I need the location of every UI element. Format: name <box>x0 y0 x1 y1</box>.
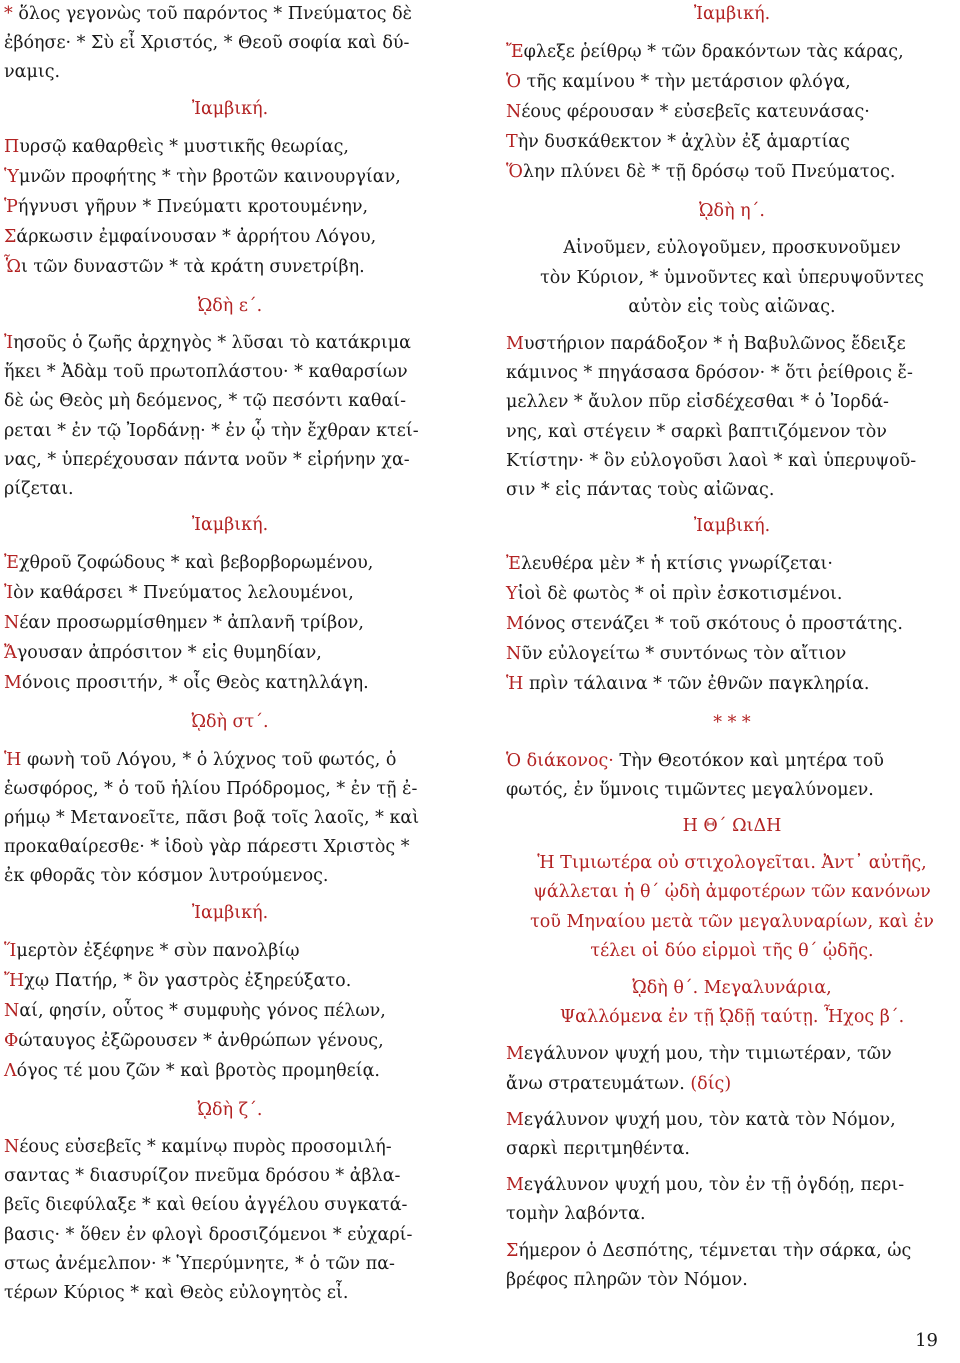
left-column <box>4 0 456 1315</box>
verse-line: Ὧι τῶν δυναστῶν * τὰ κράτη συνετρίβη. <box>4 256 365 277</box>
verse-line: Νέους φέρουσαν * εὐσεβεῖς κατευνάσας· <box>506 102 870 123</box>
rubric-ode-5: ᾨδὴ ε΄. <box>197 295 263 316</box>
refrain-text: Αἰνοῦμεν, εὐλογοῦμεν, προσκυνοῦμεν τὸν Κύριον, * ὑμνοῦντες καὶ ὑπερυψοῦντες αὐτὸν εἰς τοὺς αἰῶνας. <box>540 238 924 317</box>
megalynarion: Μεγάλυνον ψυχή μου, τὴν τιμιωτέραν, τῶν ἄνω στρατευμάτων. (δίς) <box>506 1044 892 1094</box>
right-column <box>506 0 958 1302</box>
continuation-paragraph: * ὅλος γεγονὼς τοῦ παρόντος * Πνεύματος δὲ ἐβόησε· * Σὺ εἶ Χριστός, * Θεοῦ σοφία καὶ δύ- ναμις. <box>4 4 413 83</box>
iambic-verses <box>4 132 456 282</box>
rubric-iambic: Ἰαμβική. <box>191 902 269 923</box>
verse-line: Ἡ πρὶν τάλαινα * τῶν ἐθνῶν παγκληρία. <box>506 674 870 695</box>
verse-line: Μόνοις προσιτήν, * οἷς Θεὸς κατηλλάγη. <box>4 673 369 694</box>
rubric-megalynaria: ᾨδὴ θ΄. Μεγαλυνάρια, Ψαλλόμενα ἐν τῇ ᾨδῇ ταύτῃ. Ἦχος β΄. <box>559 978 905 1028</box>
verse-line: Νῦν εὐλογείτω * συντόνως τὸν αἴτιον <box>506 644 847 665</box>
iambic-verses <box>4 548 456 698</box>
troparion-paragraph: Νέους εὐσεβεῖς * καμίνῳ πυρὸς προσομιλή- σαντας * διασυρίζον πνεῦμα δρόσου * ἀβλα- βεῖς διεφύλαξε * καὶ θείου ἀγγέλου συγκατά- βασις· * ὅθεν ἐν φλογὶ δροσιζόμενοι * εὐχαρί- στως ἀνέμελπον· * Ὑπερύμνητε, * ὁ τῶν πα- τέρων Κύριος * καὶ Θεὸς εὐλογητὸς εἶ. <box>4 1137 413 1304</box>
verse-line: Νέαν προσωρμίσθημεν * ἀπλανῆ τρίβον, <box>4 613 364 634</box>
star-marker: * <box>4 4 13 24</box>
section-divider: * * * <box>713 713 751 734</box>
iambic-verses <box>4 936 456 1086</box>
rubric-iambic: Ἰαμβική. <box>191 515 269 536</box>
iambic-verses <box>506 37 958 187</box>
verse-line: Φώταυγος ἐξῶρουσεν * ἀνθρώπων γένους, <box>4 1030 384 1051</box>
page-number: 19 <box>915 1330 938 1351</box>
troparion-paragraph: Ἰησοῦς ὁ ζωῆς ἀρχηγὸς * λῦσαι τὸ κατάκριμα ἥκει * Ἀδὰμ τοῦ πρωτοπλάστου· * καθαρσίων δὲ ὡς Θεὸς μὴ δεόμενος, * τῷ πεσόντι καθαί- ρεται * ἐν τῷ Ἰορδάνῃ· * ἐν ᾧ τὴν ἔχθραν κτεί- νας, * ὑπερέχουσαν πάντα νοῦν * εἰρήνην χα- ρίζεται. <box>4 333 419 500</box>
megalynarion: Μεγάλυνον ψυχή μου, τὸν ἐν τῇ ὀγδόῃ, περι- τομὴν λαβόντα. <box>506 1175 905 1225</box>
verse-line: Ἄγουσαν ἀπρόσιτον * εἰς θυμηδίαν, <box>4 643 322 664</box>
verse-line: Ἔφλεξε ῥείθρῳ * τῶν δρακόντων τὰς κάρας, <box>506 42 904 63</box>
verse-line: Ἤχῳ Πατήρ, * ὃν γαστρὸς ἐξηρεύξατο. <box>4 970 352 991</box>
rubric-ode-8: ᾨδὴ η΄. <box>699 201 765 222</box>
deacon-paragraph: Ὁ διάκονος· Τὴν Θεοτόκον καὶ μητέρα τοῦ φωτός, ἐν ὕμνοις τιμῶντες μεγαλύνομεν. <box>506 750 884 800</box>
troparion-paragraph: Μυστήριον παράδοξον * ἡ Βαβυλῶνος ἔδειξε κάμινος * πηγάσασα δρόσον· * ὅτι ῥείθροις ἔ- μελλεν * ἄυλον πῦρ εἰσδέχεσθαι * ὁ Ἰορδά- νης, καὶ στέγειν * σαρκὶ βαπτιζόμενον τὸν Κτίστην· * ὃν εὐλογοῦσι λαοὶ * καὶ ὑπερυψοῦ- σιν * εἰς πάντας τοὺς αἰῶνας. <box>506 334 917 501</box>
verse-line: Λόγος τέ μου ζῶν * καὶ βροτὸς προμηθείᾳ. <box>4 1060 380 1081</box>
megalynarion: Μεγάλυνον ψυχή μου, τὸν κατὰ τὸν Νόμον, σαρκὶ περιτμηθέντα. <box>506 1109 896 1160</box>
rubric-instructions: Ἡ Τιμιωτέρα οὐ στιχολογεῖται. Ἀντ᾽ αὐτῆς, ψάλλεται ἡ θ΄ ᾠδὴ ἀμφοτέρων τῶν κανόνων τοῦ Μηναίου μετὰ τῶν μεγαλυναρίων, καὶ ἐν τέλει οἱ δύο εἱρμοὶ τῆς θ΄ ᾠδῆς. <box>530 853 934 961</box>
verse-line: Ναί, φησίν, οὗτος * συμφυὴς γόνος πέλων, <box>4 1000 386 1021</box>
section-title-ode-9: Η Θ΄ ΩιΔΗ <box>682 816 782 837</box>
verse-line: Ἰὸν καθάρσει * Πνεύματος λελουμένοι, <box>4 583 354 604</box>
verse-line: Ἐχθροῦ ζοφώδους * καὶ βεβορβορωμένου, <box>4 553 374 574</box>
troparion-paragraph: Ἡ φωνὴ τοῦ Λόγου, * ὁ λύχνος τοῦ φωτός, ὁ ἑωσφόρος, * ὁ τοῦ ἡλίου Πρόδρομος, * ἐν τῇ ἐ- ρήμῳ * Μετανοεῖτε, πᾶσι βοᾷ τοῖς λαοῖς, * καὶ προκαθαίρεσθε· * ἰδοὺ γὰρ πάρεστι Χριστὸς * ἐκ φθορᾶς τὸν κόσμον λυτρούμενος. <box>4 749 420 887</box>
verse-line: Μόνος στενάζει * τοῦ σκότους ὁ προστάτης. <box>506 614 903 635</box>
iambic-verses <box>506 549 958 699</box>
rubric-iambic: Ἰαμβική. <box>693 516 771 537</box>
megalynarion: Σήμερον ὁ Δεσπότης, τέμνεται τὴν σάρκα, ὡς βρέφος πληρῶν τὸν Νόμον. <box>506 1240 912 1290</box>
verse-line: Ὑμνῶν προφήτης * τὴν βροτῶν καινουργίαν, <box>4 166 401 187</box>
rubric-iambic: Ἰαμβική. <box>693 4 771 24</box>
verse-line: Πυρσῷ καθαρθεὶς * μυστικῆς θεωρίας, <box>4 136 349 157</box>
verse-line: Ἵμερτὸν ἐξέφηνε * σὺν πανολβίῳ <box>4 940 300 961</box>
verse-line: Τὴν δυσκάθεκτον * ἀχλὺν ἐξ ἁμαρτίας <box>506 132 850 153</box>
verse-line: Σάρκωσιν ἐμφαίνουσαν * ἀρρήτου Λόγου, <box>4 226 377 247</box>
verse-line: Ἐλευθέρα μὲν * ἡ κτίσις γνωρίζεται· <box>506 554 833 575</box>
rubric-ode-7: ᾨδὴ ζ΄. <box>197 1099 263 1120</box>
rubric-iambic: Ἰαμβική. <box>191 98 269 119</box>
verse-line: Υἱοὶ δὲ φωτὸς * οἱ πρὶν ἐσκοτισμένοι. <box>506 584 843 605</box>
verse-line: Ῥήγνυσι γῆρυν * Πνεύματι κροτουμένην, <box>4 196 369 217</box>
verse-line: Ὅλην πλύνει δὲ * τῇ δρόσῳ τοῦ Πνεύματος. <box>506 162 896 183</box>
rubric-ode-6: ᾨδὴ στ΄. <box>191 712 269 733</box>
verse-line: Ὁ τῆς καμίνου * τὴν μετάρσιον φλόγα, <box>506 72 851 93</box>
